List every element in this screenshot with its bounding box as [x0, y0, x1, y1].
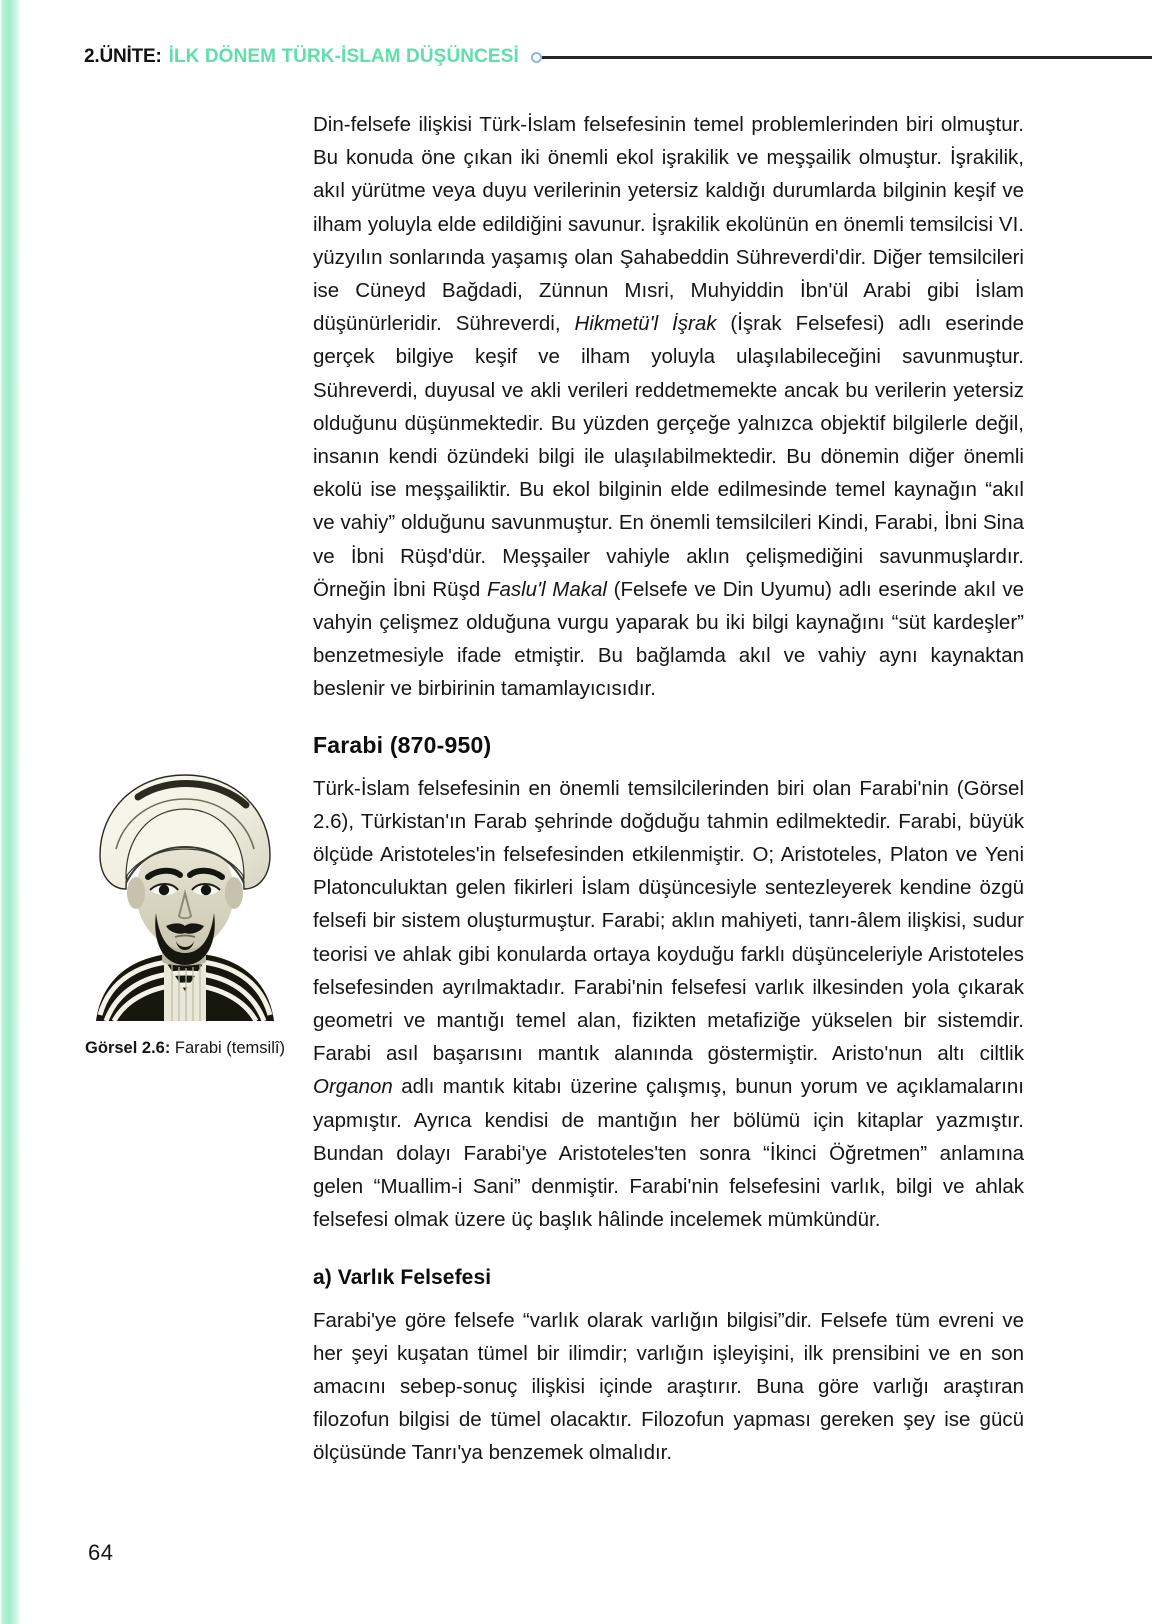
- paragraph-1-part-b: (İşrak Felsefesi) adlı eserinde gerçek bilgiye keşif ve ilham yoluyla ulaşılabileceğini savunmuştur. Sühreverdi, duyusal ve akli verileri reddetmemekte ancak bu verilerin yetersiz olduğunu düşünmektedir. Bu yüzden gerçeğe yalnızca objektif bilgilerle değil, insanın kendi özündeki bilgi ile ulaşılabilmektedir. Bu dönemin diğer önemli ekolü ise meşşailiktir. Bu ekol bilginin elde edilmesinde temel kaynağın “akıl ve vahiy” olduğunu savunmuştur. En önemli temsilcileri Kindi, Farabi, İbni Sina ve İbni Rüşd'dür. Meşşailer vahiyle aklın çelişmediğini savunmuşlardır. Örneğin İbni Rüşd: [313, 312, 1024, 601]
- heading-varlik-felsefesi: a) Varlık Felsefesi: [313, 1265, 492, 1289]
- figure-caption-label: Görsel 2.6:: [85, 1039, 171, 1057]
- figure-caption: [60, 1037, 310, 1059]
- running-header: [84, 40, 1152, 74]
- paragraph-1-part-a: Din-felsefe ilişkisi Türk-İslam felsefesinin temel problemlerinden biri olmuştur. Bu konuda öne çıkan iki önemli ekol işrakilik ve meşşailik olmuştur. İşrakilik, akıl yürütme veya duyu verilerinin yetersiz kaldığı durumlarda bilginin keşif ve ilham yoluyla elde edildiğini savunur. İşrakilik ekolünün en önemli temsilcisi VI. yüzyılın sonlarında yaşamış olan Şahabeddin Sühreverdi'dir. Diğer temsilcileri ise Cüneyd Bağdadi, Zünnun Mısri, Muhyiddin İbn'ül Arabi gibi İslam düşünürleridir. Sühreverdi,: [313, 113, 1024, 336]
- page-number: 64: [88, 1540, 114, 1565]
- heading-farabi: Farabi (870-950): [313, 731, 492, 758]
- figure-caption-text: Farabi (temsilî): [170, 1039, 285, 1057]
- work-title-hikmetul-israk: Hikmetü'l İşrak: [574, 312, 717, 336]
- work-title-organon: Organon: [313, 1075, 393, 1099]
- farabi-portrait-image: [78, 753, 293, 1021]
- paragraph-2-part-b: adlı mantık kitabı üzerine çalışmış, bunun yorum ve açıklamalarını yapmıştır. Ayrıca kendisi de mantığın her bölümü için kitaplar yazmıştır. Bundan dolayı Farabi'ye Aristoteles'ten sonra “İkinci Öğretmen” anlamına gelen “Muallim-i Sani” denmiştir. Farabi'nin felsefesini varlık, bilgi ve ahlak felsefesi olmak üzere üç başlık hâlinde incelemek mümkündür.: [313, 1075, 1024, 1232]
- main-column: [313, 108, 1024, 1489]
- paragraph-varlik-felsefesi: Farabi'ye göre felsefe “varlık olarak varlığın bilgisi”dir. Felsefe tüm evreni ve her şeyi kuşatan tümel bir ilimdir; varlığın işleyişini, ilk prensibini ve en son amacını sebep-sonuç ilişkisi içinde araştırır. Buna göre varlığı araştıran filozofun bilgisi de tümel olacaktır. Filozofun yapması gereken şey ise gücü ölçüsünde Tanrı'ya benzemek olmalıdır.: [313, 1308, 1024, 1465]
- work-title-faslul-makal: Faslu'l Makal: [486, 577, 607, 601]
- unit-title: İLK DÖNEM TÜRK-İSLAM DÜŞÜNCESİ: [168, 46, 519, 67]
- unit-label: 2.ÜNİTE:: [84, 46, 162, 67]
- green-edge-strip: [0, 0, 22, 1624]
- paragraph-2-part-a: Türk-İslam felsefesinin en önemli temsilcilerinden biri olan Farabi'nin (Görsel 2.6), Türkistan'ın Farab şehrinde doğduğu tahmin edilmektedir. Farabi, büyük ölçüde Aristoteles'in felsefesinden etkilenmiştir. O; Aristoteles, Platon ve Yeni Platonculuktan gelen fikirleri İslam düşüncesiyle sentezleyerek kendine özgü felsefi bir sistem oluşturmuştur. Farabi; aklın mahiyeti, tanrı-âlem ilişkisi, sudur teorisi ve ahlak gibi konularda ortaya koyduğu farklı düşünceleriyle Aristoteles felsefesinden ayrılmaktadır. Farabi'nin felsefesi varlık ilkesinden yola çıkarak geometri ve mantığı temel alan, fizikten metafiziğe yükselen bir sistemdir. Farabi asıl başarısını mantık alanında göstermiştir. Aristo'nun altı ciltlik: [313, 776, 1024, 1066]
- paragraph-farabi: [313, 772, 1024, 1237]
- figure-gorsel-2-6: [60, 753, 310, 1059]
- circle-marker-icon: [531, 52, 542, 63]
- paragraph-1-part-c: (Felsefe ve Din Uyumu) adlı eserinde akıl ve vahyin çelişmez olduğuna vurgu yaparak bu iki bilgi kaynağını “süt kardeşler” benzetmesiyle ifade etmiştir. Bu bağlamda akıl ve vahiy aynı kaynaktan beslenir ve birbirinin tamamlayıcısıdır.: [313, 577, 1024, 701]
- paragraph-din-felsefe: [313, 108, 1024, 706]
- header-divider-line: [542, 56, 1152, 59]
